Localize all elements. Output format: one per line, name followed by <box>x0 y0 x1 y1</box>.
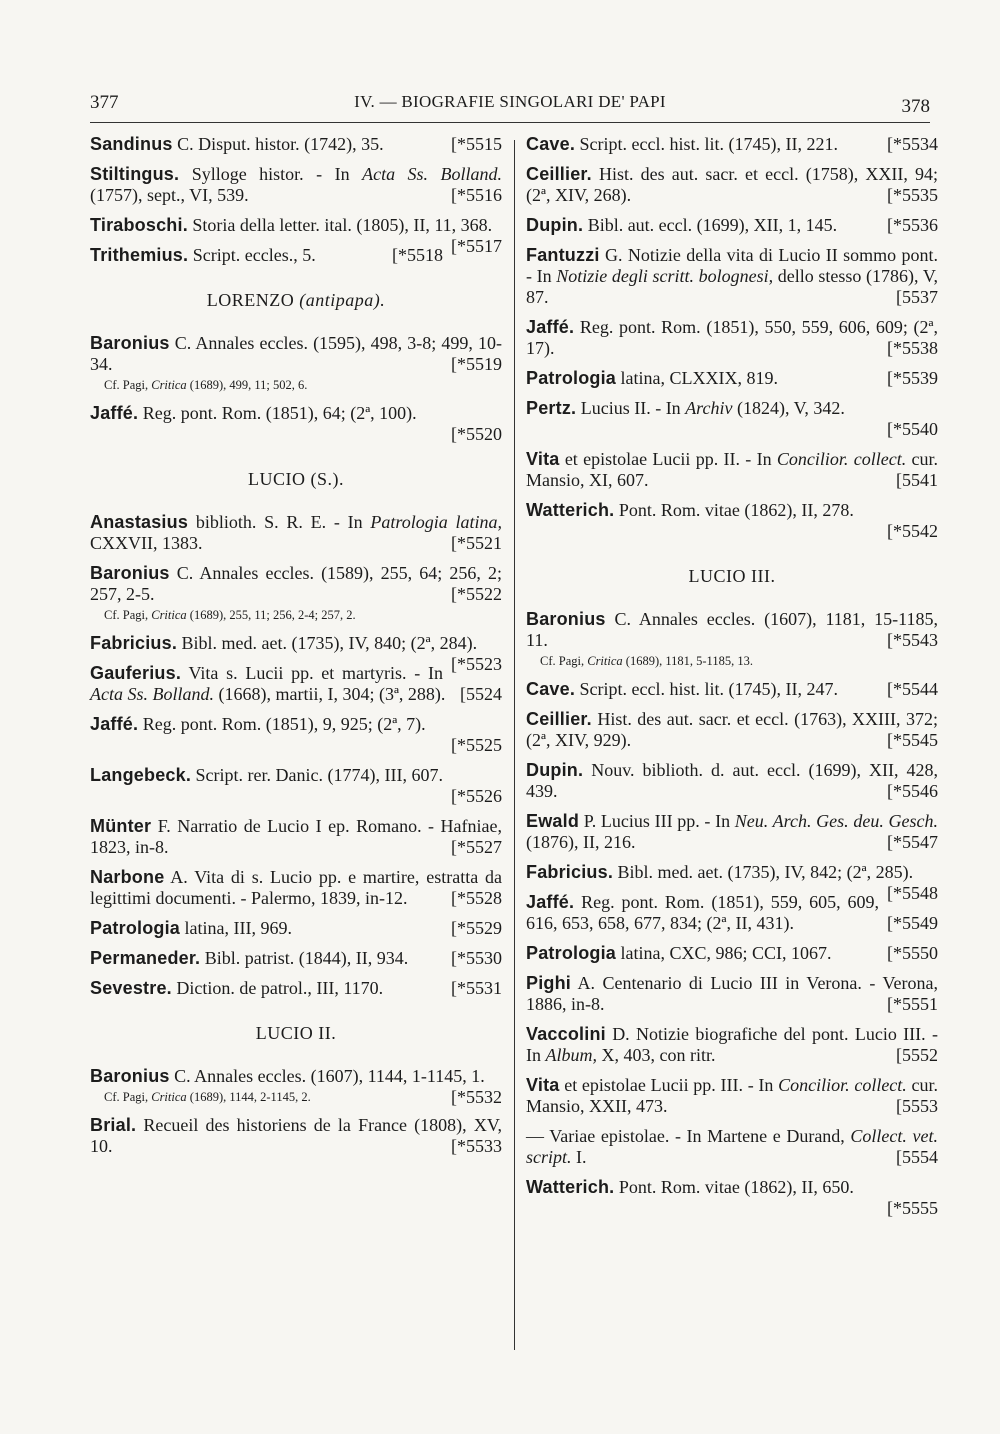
left-column <box>90 134 502 1166</box>
bib-entry: Baronius C. Annales eccles. (1607), 1181, 15-1185, 11. [*5543 Cf. Pagi, Critica (1689), 1181, 5-1185, 13. <box>526 609 938 668</box>
cf-note: Cf. Pagi, Critica (1689), 1181, 5-1185, 13. <box>540 654 753 668</box>
page-header <box>90 88 930 124</box>
bib-entry: Ewald P. Lucius III pp. - In Neu. Arch. Ges. deu. Gesch. (1876), II, 216. [*5547 <box>526 811 938 852</box>
header-rule <box>90 122 930 123</box>
bib-entry: Dupin. Nouv. biblioth. d. aut. eccl. (1699), XII, 428, 439. [*5546 <box>526 760 938 801</box>
bib-entry: Münter F. Narratio de Lucio I ep. Romano. - Hafniae, 1823, in-8. [*5527 <box>90 816 502 857</box>
bib-entry: Vaccolini D. Notizie biografiche del pont. Lucio III. - In Album, X, 403, con ritr. [5552 <box>526 1024 938 1065</box>
bib-entry: Tiraboschi. Storia della letter. ital. (1805), II, 11, 368. [*5517 <box>90 215 502 256</box>
bib-entry: Vita et epistolae Lucii pp. III. - In Concilior. collect. cur. Mansio, XXII, 473. [5553 <box>526 1075 939 1116</box>
bib-entry: Vita et epistolae Lucii pp. II. - In Concilior. collect. cur. Mansio, XI, 607. [5541 <box>526 449 939 490</box>
bib-entry: Watterich. Pont. Rom. vitae (1862), II, 650. [*5555 <box>526 1177 938 1218</box>
right-column <box>526 134 938 1228</box>
cf-note: Cf. Pagi, Critica (1689), 1144, 2-1145, 2. <box>104 1090 311 1104</box>
bib-entry: Watterich. Pont. Rom. vitae (1862), II, 278. [*5542 <box>526 500 938 541</box>
section-heading: LUCIO III. <box>688 566 776 586</box>
bib-entry: Fabricius. Bibl. med. aet. (1735), IV, 840; (2ª, 284). [*5523 <box>90 633 502 674</box>
bib-entry: Pighi A. Centenario di Lucio III in Verona. - Verona, 1886, in-8. [*5551 <box>526 973 938 1014</box>
bib-entry: Baronius C. Annales eccles. (1595), 498, 3-8; 499, 10-34. [*5519 Cf. Pagi, Critica (1689), 499, 11; 502, 6. <box>90 333 502 392</box>
bib-entry: Ceillier. Hist. des aut. sacr. et eccl. (1763), XXIII, 372; (2ª, XIV, 929). [*5545 <box>526 709 939 750</box>
bib-entry: — Variae epistolae. - In Martene e Durand, Collect. vet. script. I. [5554 <box>526 1126 938 1167</box>
column-divider <box>514 140 515 1350</box>
bib-entry: Baronius C. Annales eccles. (1589), 255, 64; 256, 2; 257, 2-5. [*5522 Cf. Pagi, Critica (1689), 255, 11; 256, 2-4; 257, 2. <box>90 563 503 622</box>
bib-entry: Gauferius. Vita s. Lucii pp. et martyris. - In Acta Ss. Bolland. (1668), martii, I, 304; (3ª, 288). [5524 <box>90 663 502 704</box>
page-number-right: 378 <box>901 96 930 117</box>
bib-entry: Cave. Script. eccl. hist. lit. (1745), II, 221. [*5534 <box>526 134 938 154</box>
bib-entry: Anastasius biblioth. S. R. E. - In Patrologia latina, CXXVII, 1383. [*5521 <box>90 512 502 553</box>
bib-entry: Pertz. Lucius II. - In Archiv (1824), V, 342. [*5540 <box>526 398 938 439</box>
bib-entry: Permaneder. Bibl. patrist. (1844), II, 934. [*5530 <box>90 948 502 968</box>
bib-entry: Sandinus C. Disput. histor. (1742), 35. [*5515 <box>90 134 502 154</box>
page-number-left: 377 <box>90 92 119 113</box>
bib-entry: Jaffé. Reg. pont. Rom. (1851), 550, 559, 606, 609; (2ª, 17). [*5538 <box>526 317 939 358</box>
bib-entry: Patrologia latina, CXC, 986; CCI, 1067. [*5550 <box>526 943 938 963</box>
cf-note: Cf. Pagi, Critica (1689), 499, 11; 502, 6. <box>104 378 308 392</box>
bib-entry: Stiltingus. Sylloge histor. - In Acta Ss. Bolland. (1757), sept., VI, 539. [*5516 <box>90 164 503 205</box>
bib-entry: Baronius C. Annales eccles. (1607), 1144, 1-1145, 1. [*5532 Cf. Pagi, Critica (1689), 1144, 2-1145, 2. <box>90 1066 502 1107</box>
bib-entry: Langebeck. Script. rer. Danic. (1774), III, 607. [*5526 <box>90 765 502 806</box>
bib-entry: Brial. Recueil des historiens de la France (1808), XV, 10. [*5533 <box>90 1115 502 1156</box>
bib-entry: Narbone A. Vita di s. Lucio pp. e martire, estratta da legittimi documenti. - Palermo, 1839, in-12. [*5528 <box>90 867 502 908</box>
bib-entry: Trithemius. Script. eccles., 5. [*5518 <box>90 245 443 265</box>
bib-entry: Dupin. Bibl. aut. eccl. (1699), XII, 1, 145. [*5536 <box>526 215 938 235</box>
cf-note: Cf. Pagi, Critica (1689), 255, 11; 256, 2-4; 257, 2. <box>104 608 356 622</box>
bib-entry: Fabricius. Bibl. med. aet. (1735), IV, 842; (2ª, 285). [*5548 <box>526 862 938 903</box>
bib-entry: Cave. Script. eccl. hist. lit. (1745), II, 247. [*5544 <box>526 679 938 699</box>
section-heading: LUCIO (S.). <box>248 469 344 489</box>
bib-entry: Sevestre. Diction. de patrol., III, 1170. [*5531 <box>90 978 502 998</box>
bib-entry: Jaffé. Reg. pont. Rom. (1851), 559, 605, 609, 616, 653, 658, 677, 834; (2ª, II, 431). [*5549 <box>526 892 938 933</box>
bib-entry: Fantuzzi G. Notizie della vita di Lucio II sommo pont. - In Notizie degli scritt. bolognesi, dello stesso (1786), V, 87. [5537 <box>526 245 939 307</box>
section-heading: LUCIO II. <box>255 1023 337 1043</box>
bib-entry: Jaffé. Reg. pont. Rom. (1851), 64; (2ª, 100). [*5520 <box>90 403 502 444</box>
running-title: IV. — BIOGRAFIE SINGOLARI DE' PAPI <box>354 92 666 111</box>
bib-entry: Patrologia latina, III, 969. [*5529 <box>90 918 502 938</box>
bib-entry: Jaffé. Reg. pont. Rom. (1851), 9, 925; (2ª, 7). [*5525 <box>90 714 502 755</box>
bib-entry: Ceillier. Hist. des aut. sacr. et eccl. (1758), XXII, 94; (2ª, XIV, 268). [*5535 <box>526 164 938 205</box>
bib-entry: Patrologia latina, CLXXIX, 819. [*5539 <box>526 368 938 388</box>
section-heading: LORENZO (antipapa). <box>206 290 386 310</box>
